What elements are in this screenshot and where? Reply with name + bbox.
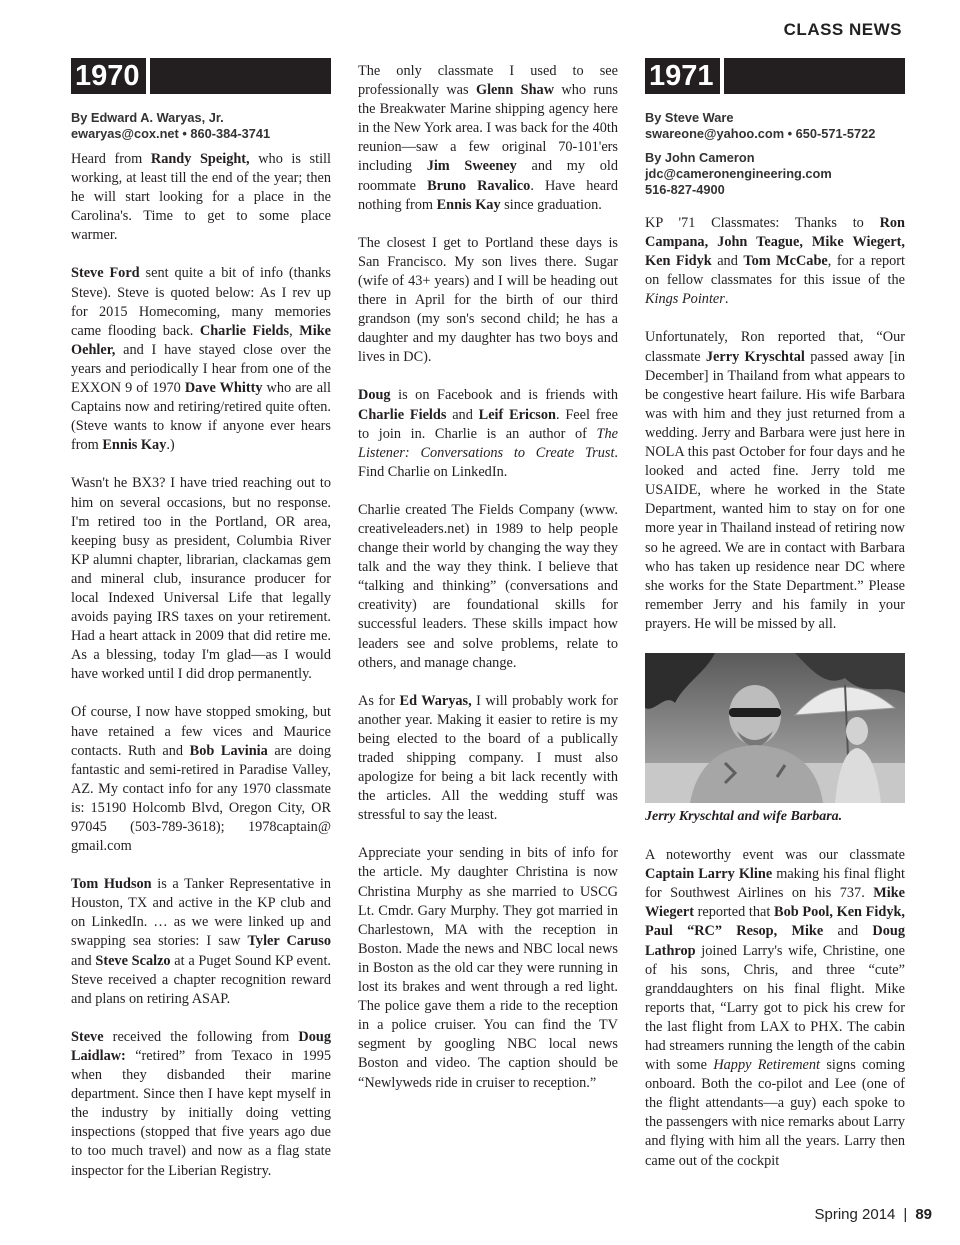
column-1971 [645, 58, 905, 1190]
paragraph: Unfortunately, Ron reported that, “Our classmate Jerry Kryschtal passed away [in December] in Thailand from what appears to be congestive heart failure. His wife Barbara was with him and they just returned from a wedding. Jerry and Barbara were just here in NOLA this past October for four days and he looked and acted fine. Jerry told me USAIDE, where he worked in the State Department, wanted him to stay on for one more year in Thailand instead of retiring now so he agreed. We are in contact with Barbara who has taken up residence near DC where she works for the State Department.” Please remember Jerry and his family in your prayers. He will be missed by all. [645, 329, 906, 632]
author-name: By John Cameron [645, 150, 755, 165]
author-phone: 516-827-4900 [645, 182, 725, 197]
article-body [71, 150, 331, 1181]
year-bar-fill [150, 58, 331, 94]
column-1970 [71, 58, 331, 1200]
author-email: jdc@cameronengineering.com [645, 166, 832, 181]
paragraph: Steve Ford sent quite a bit of info (thanks Steve). Steve is quoted below: As I rev up for 2015 Homecoming, many memories came flooding back. Charlie Fields, Mike Oehler, and I have stayed close over the years and periodically I hear from one of the EXXON 9 of 1970 Dave Whitty who are all Captains now and retiring/retired quite often. (Steve wants to know if anyone ever hears from Ennis Kay.) [71, 265, 331, 454]
page-number: 89 [915, 1206, 932, 1223]
page-footer [815, 1206, 933, 1223]
author-contact: ewaryas@cox.net • 860-384-3741 [71, 126, 271, 141]
year-header-1971 [645, 58, 905, 94]
byline-1970 [71, 110, 331, 142]
byline-1971-cameron [645, 150, 905, 198]
footer-separator: | [903, 1206, 908, 1223]
author-contact: swareone@yahoo.com • 650-571-5722 [645, 126, 876, 141]
year-label: 1970 [71, 58, 146, 94]
paragraph: Heard from Randy Speight, who is still working, at least till the end of the year; then he will start looking for a place in the Carolina's. Time to get to some place warmer. [71, 151, 331, 244]
column-middle [358, 62, 618, 1112]
photo-couple [645, 653, 905, 803]
year-bar-fill [724, 58, 905, 94]
paragraph: As for Ed Waryas, I will probably work for another year. Making it easier to retire is my being elected to the board of a publically traded shipping company. I must also apologize for being a bit lack recently with the articles. All the wedding stuff was stressful to say the least. [358, 692, 618, 824]
issue-label: Spring 2014 [814, 1206, 896, 1223]
year-header-1970 [71, 58, 331, 94]
paragraph: The closest I get to Portland these days is San Francisco. My son lives there. Sugar (wife of 43+ years) and I will be heading out there in April for the birth of our third grandson (my son's second child; he has a daughter and my daughter has two boys and lives in DC). [358, 234, 618, 366]
paragraph: KP '71 Classmates: Thanks to Ron Campana, John Teague, Mike Wiegert, Ken Fidyk and Tom McCabe, for a report on fellow classmates for this issue of the Kings Pointer. [645, 215, 906, 308]
byline-1971-ware [645, 110, 905, 142]
paragraph: Charlie created The Fields Company (www. creativeleaders.net) in 1989 to help people change their world by changing the way they talk and the way they think. I believe that “talking and thinking” (conversations and creativity) are foundational skills for successful leaders. These skills impact how leaders see and solve problems, relate to others, and manage change. [358, 501, 618, 671]
paragraph: Of course, I now have stopped smoking, but have retained a few vices and Maurice contacts. Ruth and Bob Lavinia are doing fantastic and semi-retired in Paradise Valley, AZ. My contact info for any 1970 classmate is: 15190 Holcomb Blvd, Oregon City, OR 97045 (503-789-3618); 1978captain@ gmail.com [71, 704, 332, 855]
paragraph: A noteworthy event was our classmate Captain Larry Kline making his final flight for Southwest Airlines on his 737. Mike Wiegert reported that Bob Pool, Ken Fidyk, Paul “RC” Resop, Mike and Doug Lathrop joined Larry's wife, Christine, one of his sons, Chris, and three “cute” granddaughters on his final flight. Mike reports that, “Larry got to pick his crew for the last flight from LAX to PHX. The cabin had streamers running the length of the cabin with some Happy Retirement signs coming onboard. Both the co-pilot and Lee (one of the flight attendants—a guy) each spoke to the passengers with nice remarks about Larry and flying with him all the years. Larry then came out of the cockpit [645, 847, 906, 1169]
section-title: CLASS NEWS [783, 20, 902, 39]
paragraph: The only classmate I used to see professionally was Glenn Shaw who runs the Breakwater Marine shipping agency here in the New York area. I was back for the 40th reunion—saw a few original 70-101'ers including Jim Sweeney and my old roommate Bruno Ravalico. Have heard nothing from Ennis Kay since graduation. [358, 63, 618, 213]
paragraph: Tom Hudson is a Tanker Representative in Houston, TX and active in the KP club and on LinkedIn. … as we were linked up and swapping sea stories: I saw Tyler Caruso and Steve Scalzo at a Puget Sound KP event. Steve received a chapter recognition reward and plans on retiring ASAP. [71, 876, 332, 1007]
paragraph: Steve received the following from Doug Laidlaw: “retired” from Texaco in 1995 when they disbanded their marine department. Since then I have kept myself in the industry by initially doing vetting inspections (stopped that five years ago due to too much travel) and now as a flag state inspector for the Liberian Registry. [71, 1028, 331, 1179]
photo-image [645, 653, 905, 803]
author-name: By Edward A. Waryas, Jr. [71, 110, 224, 125]
paragraph: Wasn't he BX3? I have tried reaching out to him on several occasions, but no response. I'm retired too in the Portland, OR area, keeping busy as president, Columbia River KP alumni chapter, librarian, clackamas gem and mineral club, insurance producer for local Indexed Universal Life that legally avoids paying IRS taxes on your retirement. Had a heart attack in 2009 that did retire me. As a blessing, today I'm glad—as I would have worked until I did drop permanently. [71, 475, 331, 683]
photo-caption: Jerry Kryschtal and wife Barbara. [645, 808, 843, 824]
paragraph: Doug is on Facebook and is friends with Charlie Fields and Leif Ericson. Feel free to join in. Charlie is an author of The Listener: Conversations to Create Trust. Find Charlie on LinkedIn. [358, 387, 618, 480]
author-name: By Steve Ware [645, 110, 734, 125]
year-label: 1971 [645, 58, 720, 94]
paragraph: Appreciate your sending in bits of info for the article. My daughter Christina is now Christina Murphy as she married to USCG Lt. Cmdr. Gary Murphy. They got married in Charlestown, MA with the reception in Boston. Made the news and NBC local news in Boston as the old car they were running in lost its brakes and went through a red light. The police gave them a ride to the reception in a police cruiser. You can find the TV segment by googling NBC local news Boston and video. The caption should be “Newlyweds ride in cruiser to reception.” [358, 845, 618, 1091]
